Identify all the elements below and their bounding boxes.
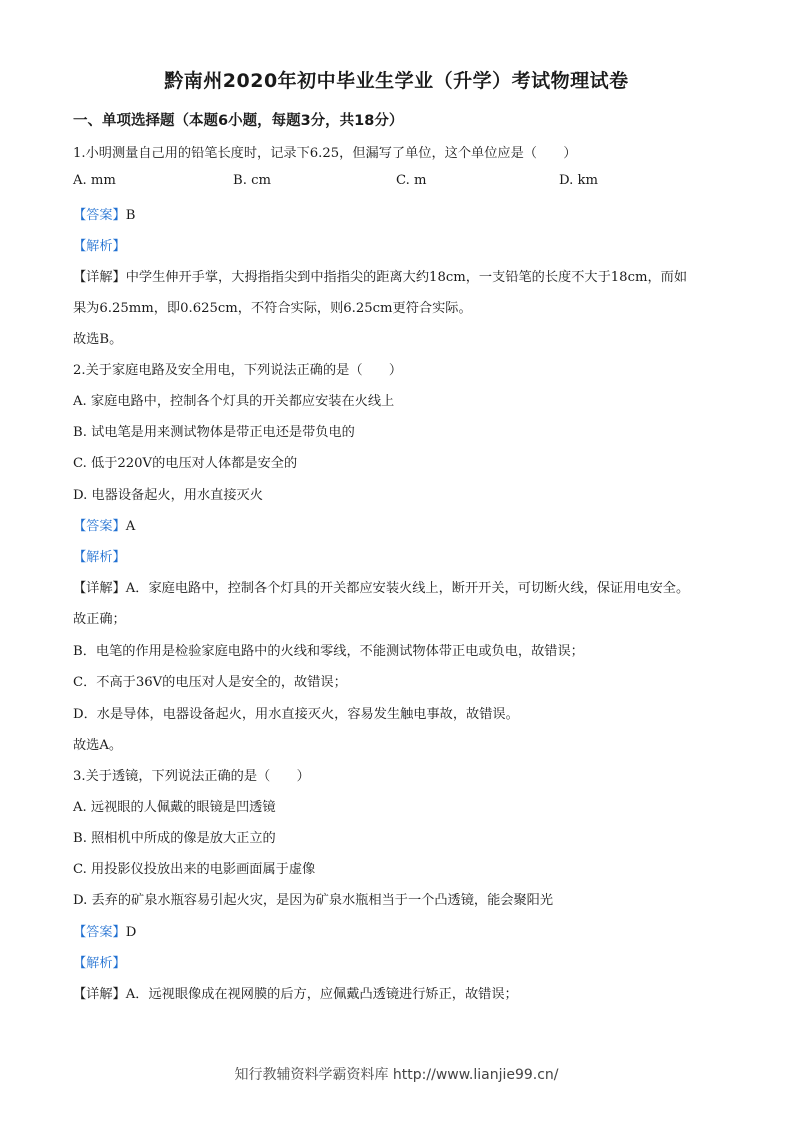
answer-value: B: [125, 208, 136, 223]
footer-watermark: 知行教辅资料学霸资料库 http://www.lianjie99.cn/: [234, 1067, 559, 1083]
question-2-stem: 2.关于家庭电路及安全用电，下列说法正确的是（ ）: [73, 363, 403, 378]
answer-value: D: [125, 925, 137, 940]
answer-tag: 【答案】: [73, 519, 126, 534]
q1-answer: [73, 204, 135, 223]
q3-analysis-tag: 【解析】: [73, 956, 126, 971]
q1-option-d: D. km: [559, 173, 598, 188]
q2-detail-b: B．电笔的作用是检验家庭电路中的火线和零线，不能测试物体带正电或负电，故错误；: [73, 644, 584, 659]
q2-conclusion: 故选A。: [73, 738, 123, 753]
q2-detail-c: C．不高于36V的电压对人是安全的，故错误；: [73, 675, 347, 690]
q3-answer: [73, 921, 136, 940]
q2-option-a: A. 家庭电路中，控制各个灯具的开关都应安装在火线上: [73, 394, 395, 409]
page-title: 黔南州2020年初中毕业生学业（升学）考试物理试卷: [164, 70, 629, 92]
q2-analysis-tag: 【解析】: [73, 550, 126, 565]
q2-option-b: B. 试电笔是用来测试物体是带正电还是带负电的: [73, 425, 355, 440]
answer-tag: 【答案】: [73, 208, 126, 223]
q3-option-a: A. 远视眼的人佩戴的眼镜是凹透镜: [73, 800, 276, 815]
q3-option-c: C. 用投影仪投放出来的电影画面属于虚像: [73, 862, 316, 877]
question-3-stem: 3.关于透镜，下列说法正确的是（ ）: [73, 769, 310, 784]
q2-detail-line-1: 【详解】A．家庭电路中，控制各个灯具的开关都应安装火线上，断开开关，可切断火线，保证用电安全。: [73, 581, 690, 596]
q1-option-b: B. cm: [233, 173, 271, 188]
q2-answer: [73, 515, 135, 534]
q2-option-c: C. 低于220V的电压对人体都是安全的: [73, 456, 298, 471]
q3-option-d: D. 丢弃的矿泉水瓶容易引起火灾，是因为矿泉水瓶相当于一个凸透镜，能会聚阳光: [73, 893, 554, 908]
q3-option-b: B. 照相机中所成的像是放大正立的: [73, 831, 276, 846]
q1-option-a: A. mm: [73, 173, 116, 188]
q1-analysis-tag: 【解析】: [73, 239, 126, 254]
q2-detail-line-2: 故正确；: [73, 612, 126, 627]
q3-detail-line-1: 【详解】A．远视眼像成在视网膜的后方，应佩戴凸透镜进行矫正，故错误；: [73, 987, 518, 1002]
section-heading: 一、单项选择题（本题6小题，每题3分，共18分）: [73, 113, 404, 129]
q1-detail-line-1: 【详解】中学生伸开手掌，大拇指指尖到中指指尖的距离大约18cm，一支铅笔的长度不大于18cm，而如: [73, 270, 688, 285]
q1-option-c: C. m: [396, 173, 427, 188]
q1-conclusion: 故选B。: [73, 332, 123, 347]
answer-tag: 【答案】: [73, 925, 126, 940]
q2-detail-d: D．水是导体，电器设备起火，用水直接灭火，容易发生触电事故，故错误。: [73, 707, 519, 722]
q2-option-d: D. 电器设备起火，用水直接灭火: [73, 488, 263, 503]
answer-value: A: [125, 519, 136, 534]
q1-detail-line-2: 果为6.25mm，即0.625cm，不符合实际，则6.25cm更符合实际。: [73, 301, 472, 316]
question-1-stem: 1.小明测量自己用的铅笔长度时，记录下6.25，但漏写了单位，这个单位应是（ ）: [73, 146, 577, 161]
